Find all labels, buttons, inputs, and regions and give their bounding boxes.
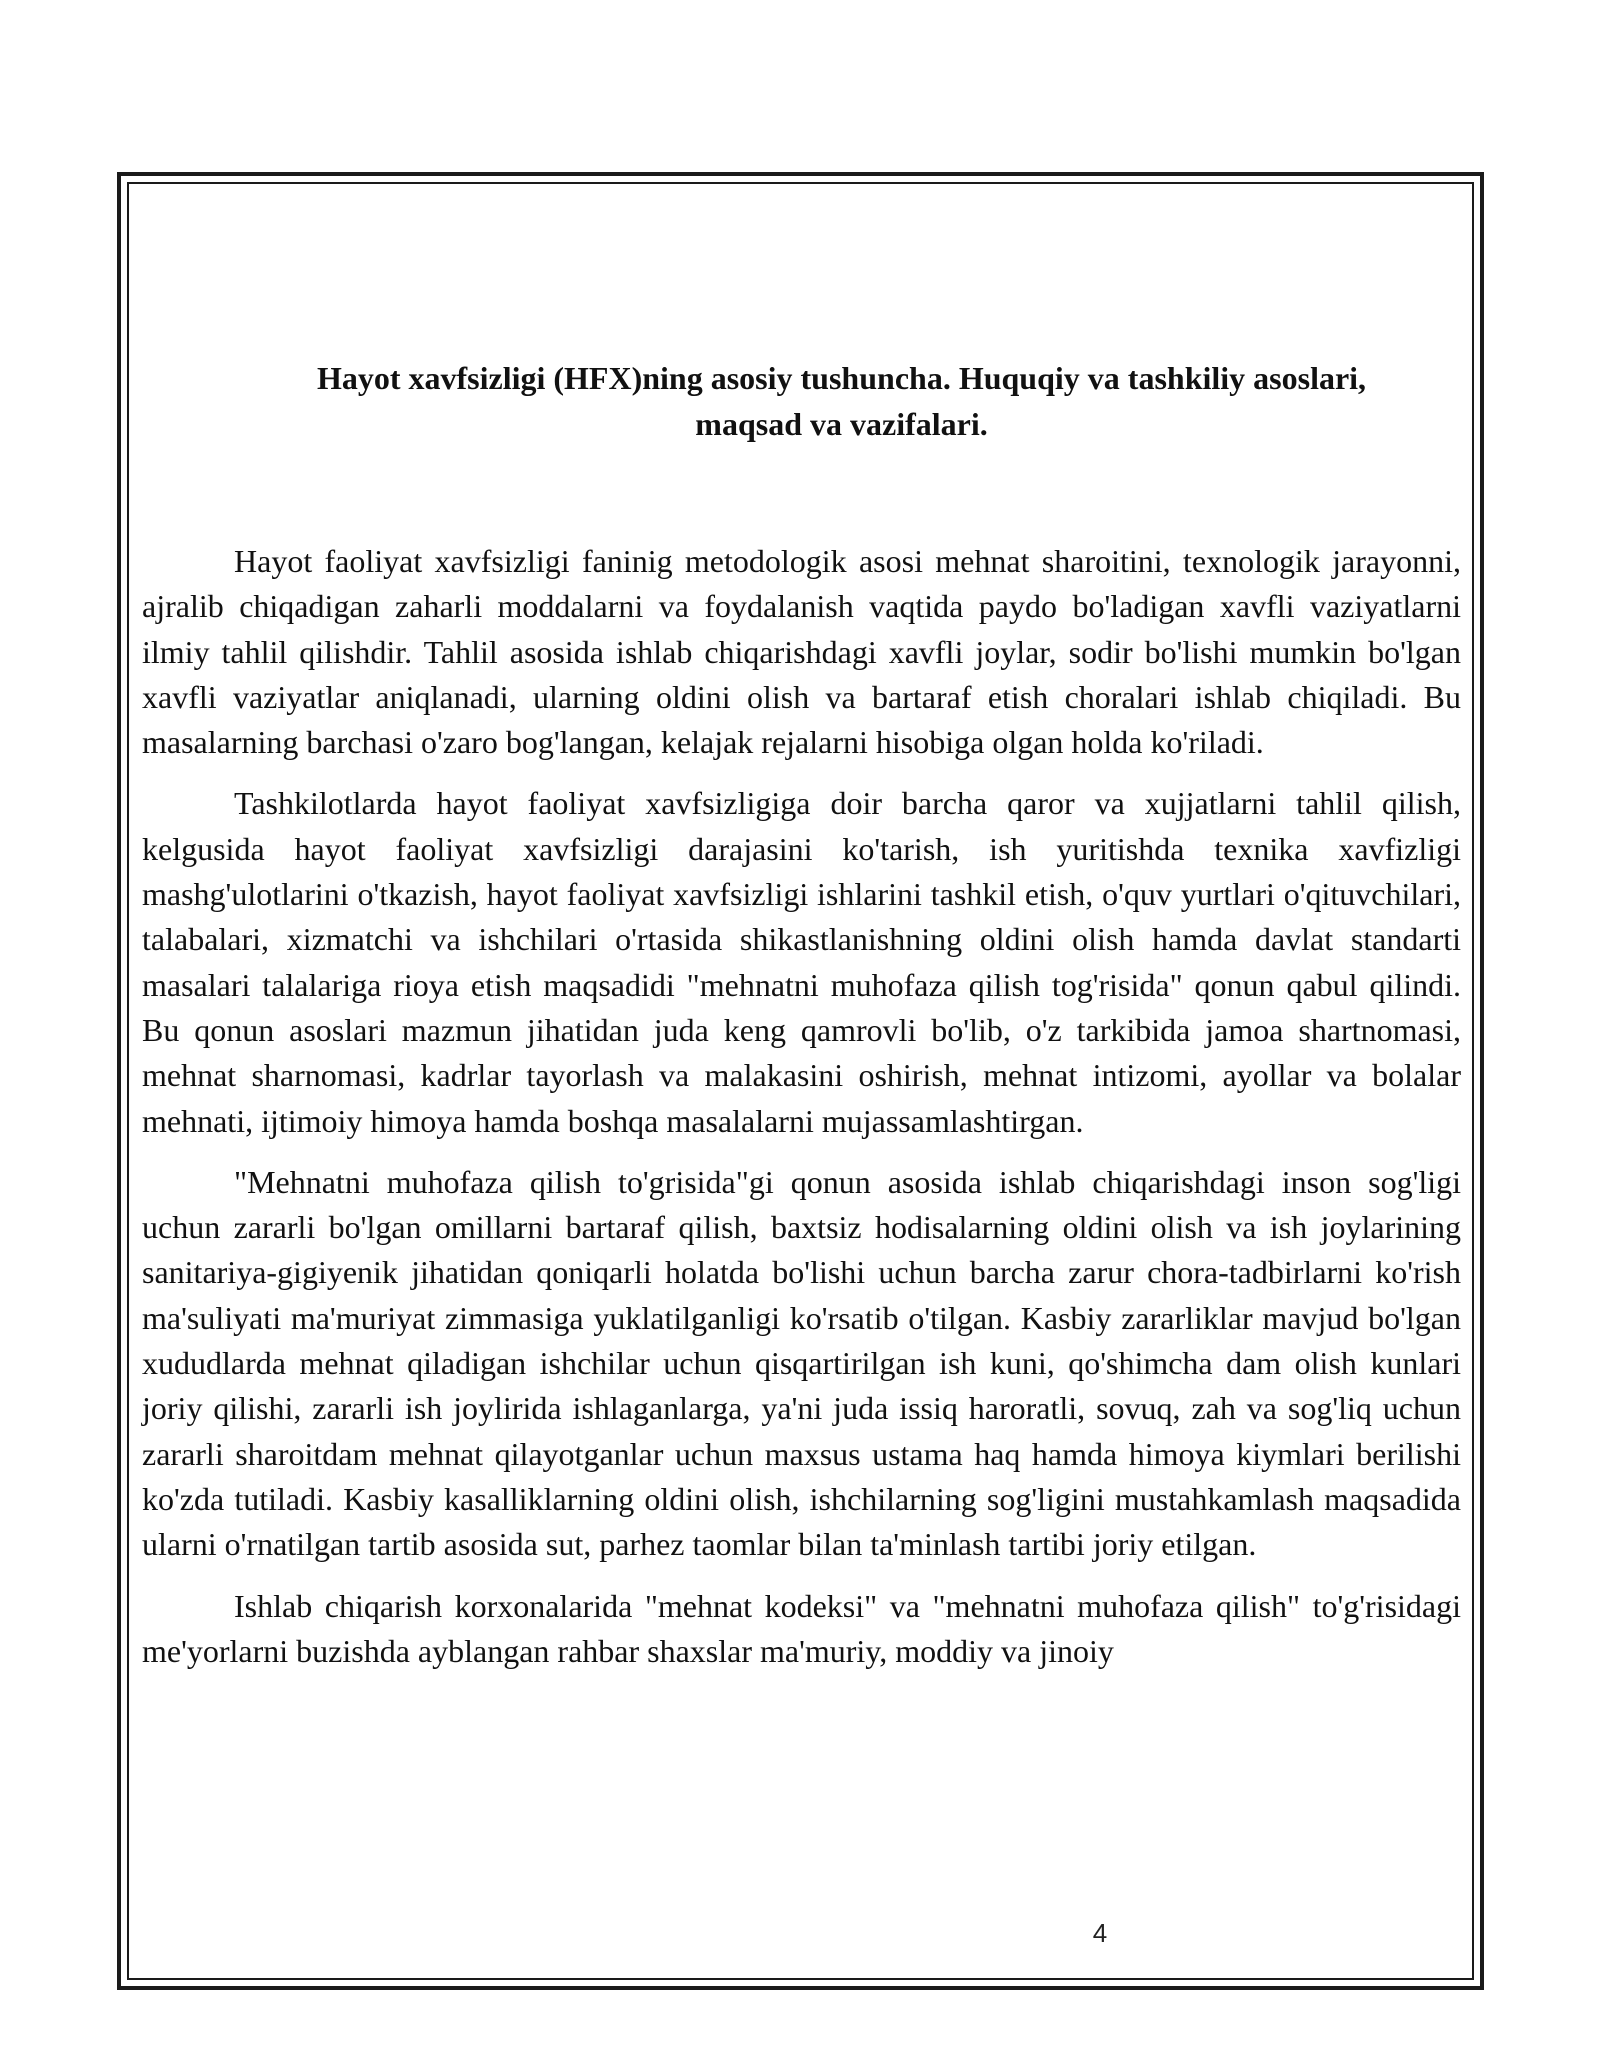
paragraph-1: Hayot faoliyat xavfsizligi faninig metodologik asosi mehnat sharoitini, texnologik jarayonni, ajralib chiqadigan zaharli moddalarni va foydalanish vaqtida paydo bo'ladigan xavfli vaziyatlarni ilmiy tahlil qilishdir. Tahlil asosida ishlab chiqarishdagi xavfli joylar, sodir bo'lishi mumkin bo'lgan xavfli vaziyatlar aniqlanadi, ularning oldini olish va bartaraf etish choralari ishlab chiqiladi. Bu masalarning barchasi o'zaro bog'langan, kelajak rejalarni hisobiga olgan holda ko'riladi. (142, 543, 1461, 761)
paragraph-4: Ishlab chiqarish korxonalarida "mehnat kodeksi" va "mehnatni muhofaza qilish" to'g'risidagi me'yorlarni buzishda ayblangan rahbar shaxslar ma'muriy, moddiy va jinoiy (142, 1587, 1461, 1669)
page-number: 4 (1092, 1918, 1108, 1948)
document-title (142, 355, 1461, 447)
paragraph-2: Tashkilotlarda hayot faoliyat xavfsizligiga doir barcha qaror va xujjatlarni tahlil qilish, kelgusida hayot faoliyat xavfsizligi darajasini ko'tarish, ish yuritishda texnika xavfizligi mashg'ulotlarini o'tkazish, hayot faoliyat xavfsizligi ishlarini tashkil etish, o'quv yurtlari o'qituvchilari, talabalari, xizmatchi va ishchilari o'rtasida shikastlanishning oldini olish hamda davlat standarti masalari talalariga rioya etish maqsadidi "mehnatni muhofaza qilish tog'risida" qonun qabul qilindi. Bu qonun asoslari mazmun jihatidan juda keng qamrovli bo'lib, o'z tarkibida jamoa shartnomasi, mehnat sharnomasi, kadrlar tayorlash va malakasini oshirish, mehnat intizomi, ayollar va bolalar mehnati, ijtimoiy himoya hamda boshqa masalalarni mujassamlashtirgan. (142, 785, 1461, 1139)
body-text (142, 539, 1461, 1674)
paragraph-3: "Mehnatni muhofaza qilish to'grisida"gi qonun asosida ishlab chiqarishdagi inson sog'ligi uchun zararli bo'lgan omillarni bartaraf qilish, baxtsiz hodisalarning oldini olish va ish joylarining sanitariya-gigiyenik jihatidan qoniqarli holatda bo'lishi uchun barcha zarur chora-tadbirlarni ko'rish ma'suliyati ma'muriyat zimmasiga yuklatilganligi ko'rsatib o'tilgan. Kasbiy zararliklar mavjud bo'lgan xududlarda mehnat qiladigan ishchilar uchun qisqartirilgan ish kuni, qo'shimcha dam olish kunlari joriy qilishi, zararli ish joylirida ishlaganlarga, ya'ni juda issiq haroratli, sovuq, zah va sog'liq uchun zararli sharoitdam mehnat qilayotganlar uchun maxsus ustama haq hamda himoya kiymlari berilishi ko'zda tutiladi. Kasbiy kasalliklarning oldini olish, ishchilarning sog'ligini mustahkamlash maqsadida ularni o'rnatilgan tartib asosida sut, parhez taomlar bilan ta'minlash tartibi joriy etilgan. (142, 1163, 1461, 1563)
title-line-2: maqsad va vazifalari. (695, 406, 988, 442)
page-content (142, 355, 1461, 1690)
title-line-1: Hayot xavfsizligi (HFX)ning asosiy tushuncha. Huquqiy va tashkiliy asoslari, (316, 360, 1367, 396)
